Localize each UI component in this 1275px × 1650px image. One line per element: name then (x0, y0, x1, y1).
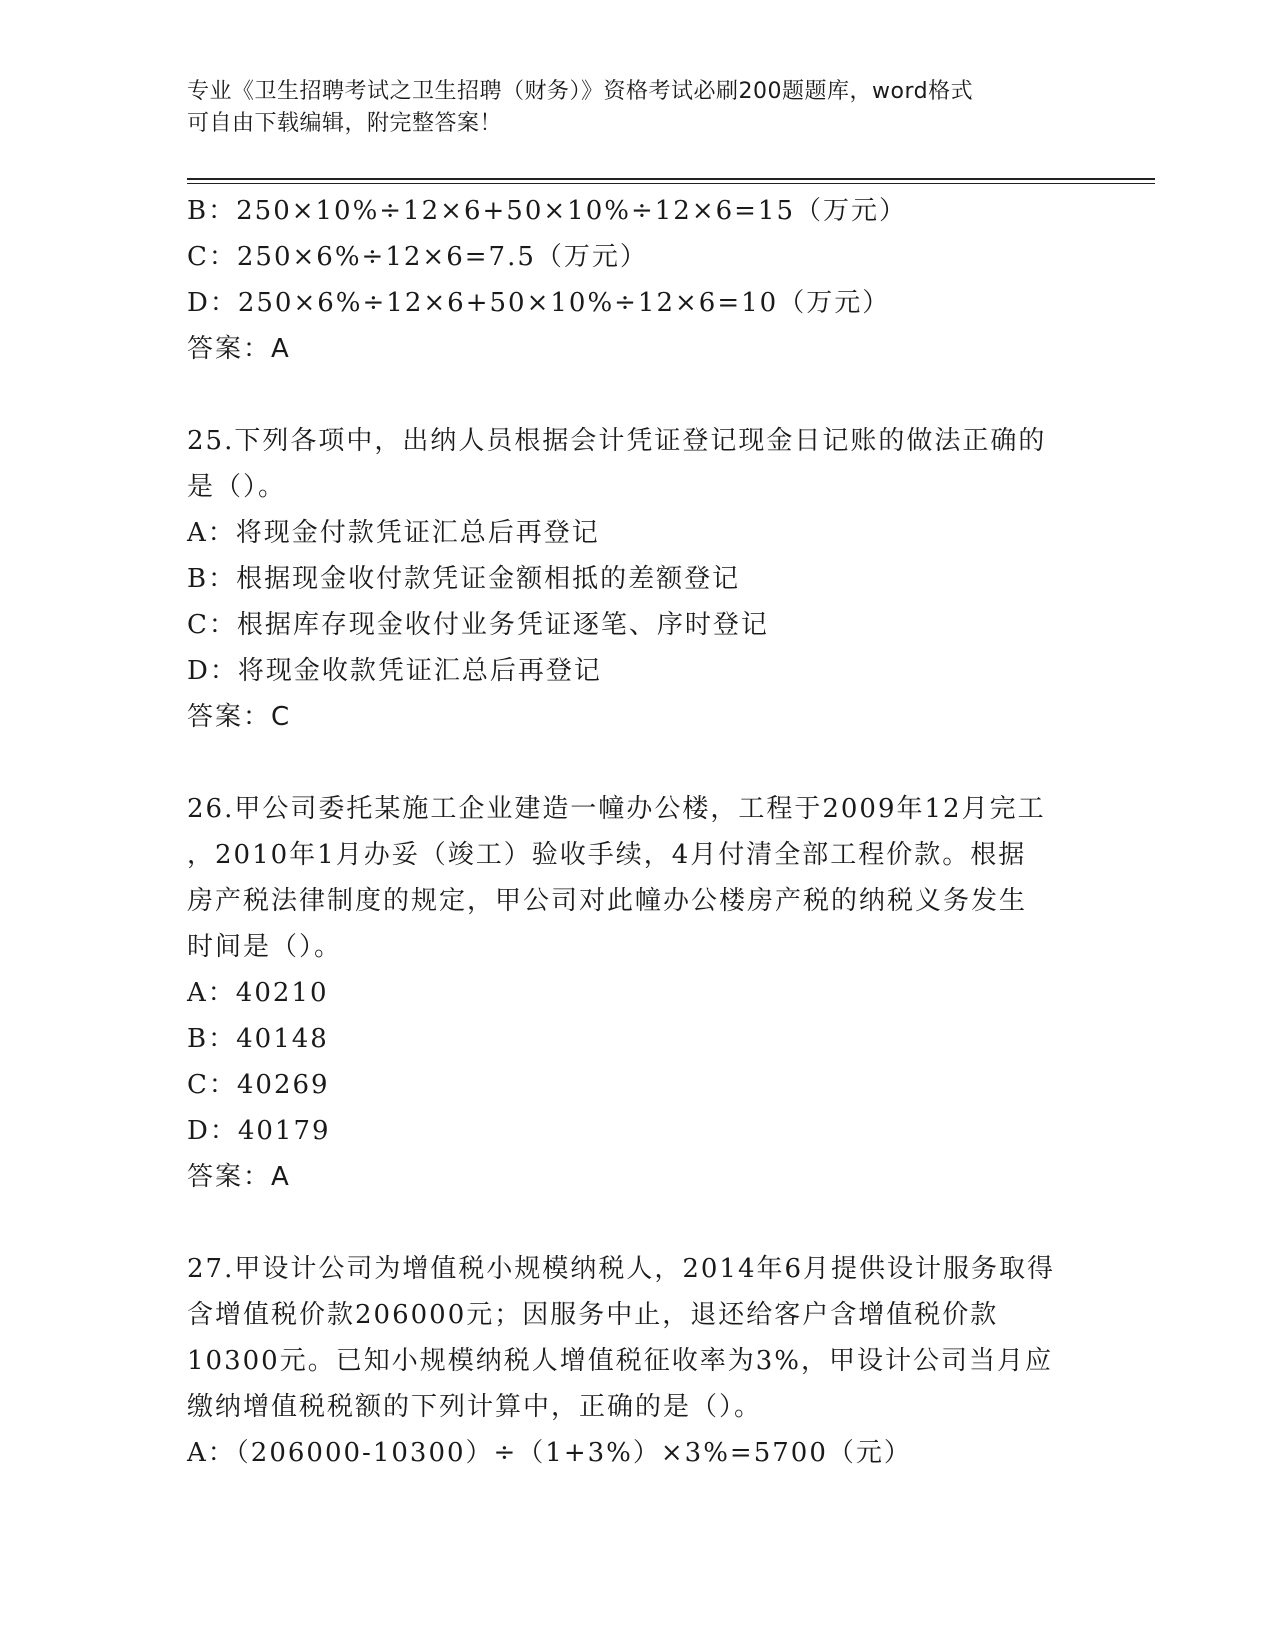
question-stem: ，2010年1月办妥（竣工）验收手续，4月付清全部工程价款。根据 (187, 840, 1027, 870)
header-line-2: 可自由下载编辑，附完整答案！ (187, 111, 503, 136)
question-27 (187, 1246, 1087, 1476)
option-b: B：根据现金收付款凭证金额相抵的差额登记 (187, 564, 741, 594)
question-stem: 25.下列各项中，出纳人员根据会计凭证登记现金日记账的做法正确的 (187, 426, 1047, 456)
header-line-1: 专业《卫生招聘考试之卫生招聘（财务）》资格考试必刷200题题库，word格式 (187, 79, 974, 104)
question-stem: 时间是（）。 (187, 932, 343, 962)
answer: 答案：C (187, 702, 292, 732)
option-a: A：40210 (187, 978, 329, 1008)
option-b: B：40148 (187, 1024, 329, 1054)
option-d: D：250×6%÷12×6+50×10%÷12×6=10（万元） (187, 288, 891, 318)
option-c: C：40269 (187, 1070, 330, 1100)
question-stem: 房产税法律制度的规定，甲公司对此幢办公楼房产税的纳税义务发生 (187, 886, 1028, 916)
question-content (187, 188, 1087, 1476)
question-stem: 26.甲公司委托某施工企业建造一幢办公楼，工程于2009年12月完工 (187, 794, 1046, 824)
option-c: C：根据库存现金收付业务凭证逐笔、序时登记 (187, 610, 769, 640)
option-a: A：（206000-10300）÷（1+3%）×3%=5700（元） (187, 1438, 912, 1468)
document-header (187, 76, 1087, 140)
question-stem: 是（）。 (187, 472, 287, 502)
option-c: C：250×6%÷12×6=7.5（万元） (187, 242, 648, 272)
option-a: A：将现金付款凭证汇总后再登记 (187, 518, 600, 548)
header-divider-thick (187, 178, 1155, 180)
option-d: D：将现金收款凭证汇总后再登记 (187, 656, 602, 686)
question-26 (187, 786, 1087, 1200)
header-divider-thin (187, 183, 1155, 184)
question-stem: 缴纳增值税税额的下列计算中，正确的是（）。 (187, 1392, 763, 1422)
option-b: B：250×10%÷12×6+50×10%÷12×6=15（万元） (187, 196, 908, 226)
answer: 答案：A (187, 334, 291, 364)
option-d: D：40179 (187, 1116, 331, 1146)
question-25 (187, 418, 1087, 740)
question-24 (187, 188, 1087, 372)
question-stem: 27.甲设计公司为增值税小规模纳税人，2014年6月提供设计服务取得 (187, 1254, 1056, 1284)
question-stem: 含增值税价款206000元；因服务中止，退还给客户含增值税价款 (187, 1300, 999, 1330)
answer: 答案：A (187, 1162, 291, 1192)
question-stem: 10300元。已知小规模纳税人增值税征收率为3%，甲设计公司当月应 (187, 1346, 1053, 1376)
